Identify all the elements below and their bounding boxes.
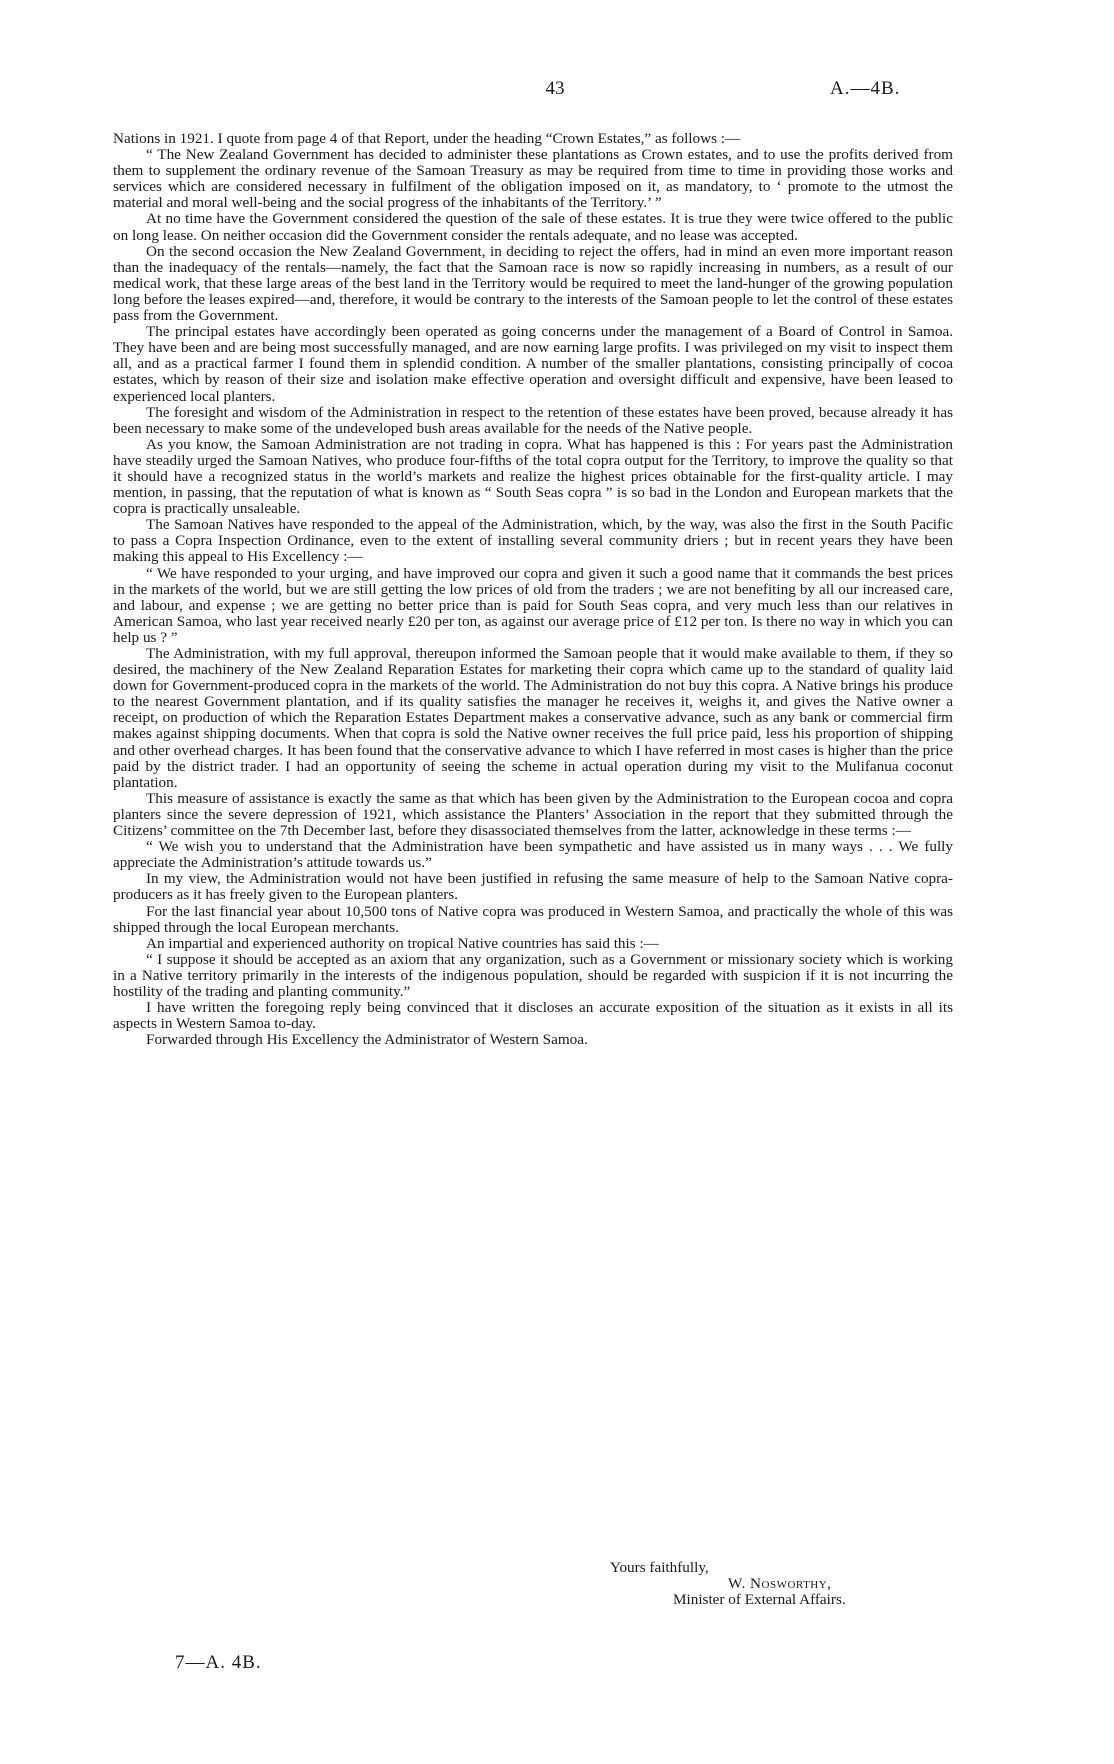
signatory-title: Minister of External Affairs. — [673, 1591, 846, 1608]
salutation: Yours faithfully, — [610, 1559, 709, 1576]
footer-reference: 7—A. 4B. — [175, 1652, 262, 1673]
paragraph: For the last financial year about 10,500 tons of Native copra was produced in Western Samoa, and practically the whole of this was shipped through the local European merchants. — [113, 902, 953, 936]
paragraph: An impartial and experienced authority on tropical Native countries has said this :— — [146, 934, 659, 952]
paragraph: The foresight and wisdom of the Administration in respect to the retention of these estates have been proved, because already it has been necessary to make some of the undeveloped bush areas available for the needs of the Native people. — [113, 403, 953, 437]
paragraph: Forwarded through His Excellency the Administrator of Western Samoa. — [146, 1031, 588, 1049]
paragraph: The Administration, with my full approval, thereupon informed the Samoan people that it would make available to them, if they so desired, the machinery of the New Zealand Reparation Estates for marketing their copra which came up to the standard of quality laid down for Government-produced copra in the markets of the world. The Administration do not buy this copra. A Native brings his produce to the nearest Government plantation, and if its quality satisfies the manager he receives it, weighs it, and gives the Native owner a receipt, on production of which the Reparation Estates Department makes a conservative advance, such as any bank or commercial firm makes against shipping documents. When that copra is sold the Native owner receives the full price paid, less his proportion of shipping and other overhead charges. It has been found that the conservative advance to which I have referred in most cases is higher than the price paid by the district trader. I had an opportunity of seeing the scheme in actual operation during my visit to the Mulifanua coconut plantation. — [113, 645, 953, 791]
quoted-paragraph: “ We have responded to your urging, and have improved our copra and given it such a good name that it commands the best prices in the markets of the world, but we are still getting the low prices of old from the traders ; we are not benefiting by all our increased care, and labour, and expense ; we are getting no better price than is paid for South Seas copra, and very much less than our relatives in American Samoa, who last year received nearly £20 per ton, as against our average price of £12 per ton. Is there no way in which you can help us ? ” — [113, 564, 953, 646]
body-text — [113, 131, 953, 1048]
quoted-paragraph: “ I suppose it should be accepted as an axiom that any organization, such as a Government or missionary society which is working in a Native territory primarily in the interests of the indigenous population, should be regarded with suspicion if it is not incurring the hostility of the trading and planting community.” — [113, 950, 953, 1000]
paragraph: At no time have the Government considered the question of the sale of these estates. It is true they were twice offered to the public on long lease. On neither occasion did the Government consider the rentals adequate, and no lease was accepted. — [113, 210, 953, 244]
paragraph: I have written the foregoing reply being convinced that it discloses an accurate exposition of the situation as it exists in all its aspects in Western Samoa to-day. — [113, 999, 953, 1033]
paragraph: The Samoan Natives have responded to the appeal of the Administration, which, by the way, was also the first in the South Pacific to pass a Copra Inspection Ordinance, even to the extent of installing several community driers ; but in recent years they have been making this appeal to His Excellency :— — [113, 516, 953, 566]
paragraph: On the second occasion the New Zealand Government, in deciding to reject the offers, had in mind an even more important reason than the inadequacy of the rentals—namely, the fact that the Samoan race is now so rapidly increasing in numbers, as a result of our medical work, that these large areas of the best land in the Territory would be required to meet the land-hunger of the growing population long before the leases expired—and, therefore, it would be contrary to the interests of the Samoan people to let the control of these estates pass from the Government. — [113, 242, 953, 325]
paragraph: This measure of assistance is exactly the same as that which has been given by the Administration to the European cocoa and copra planters since the severe depression of 1921, which assistance the Planters’ Association in the report that they submitted through the Citizens’ committee on the 7th December last, before they disassociated themselves from the latter, acknowledge in these terms :— — [113, 789, 953, 840]
quoted-paragraph: “ The New Zealand Government has decided to administer these plantations as Crown estates, and to use the profits derived from them to supplement the ordinary revenue of the Samoan Treasury as may be required from time to time in providing those works and services which are considered necessary in fulfilment of the obligation imposed on it, as mandatory, to ‘ promote to the utmost the material and moral well-being and the social progress of the inhabitants of the Territory.’ ” — [113, 146, 953, 212]
page-number: 43 — [545, 78, 565, 99]
paragraph: The principal estates have accordingly been operated as going concerns under the management of a Board of Control in Samoa. They have been and are being most successfully managed, and are now earning large profits. I was privileged on my visit to inspect them all, and as a practical farmer I found them in splendid condition. A number of the smaller plantations, consisting principally of cocoa estates, which by reason of their size and isolation make effective operation and oversight difficult and expensive, have been leased to experienced local planters. — [113, 323, 953, 405]
paragraph: As you know, the Samoan Administration are not trading in copra. What has happened is this : For years past the Administration have steadily urged the Samoan Natives, who produce four-fifths of the total copra output for the Territory, to improve the quality so that it should have a recognized status in the world’s markets and realize the highest prices obtainable for the first-quality article. I may mention, in passing, that the reputation of what is known as “ South Seas copra ” is so bad in the London and European markets that the copra is practically unsaleable. — [113, 435, 953, 518]
document-reference: A.—4B. — [830, 78, 901, 99]
paragraph: Nations in 1921. I quote from page 4 of that Report, under the heading “Crown Estates,” as follows :— — [113, 130, 741, 147]
signatory-name: W. Nosworthy, — [728, 1575, 832, 1592]
quoted-paragraph: “ We wish you to understand that the Administration have been sympathetic and have assisted us in many ways . . . We fully appreciate the Administration’s attitude towards us.” — [113, 838, 953, 872]
paragraph: In my view, the Administration would not have been justified in refusing the same measure of help to the Samoan Native copra-producers as it has freely given to the European planters. — [113, 870, 953, 904]
